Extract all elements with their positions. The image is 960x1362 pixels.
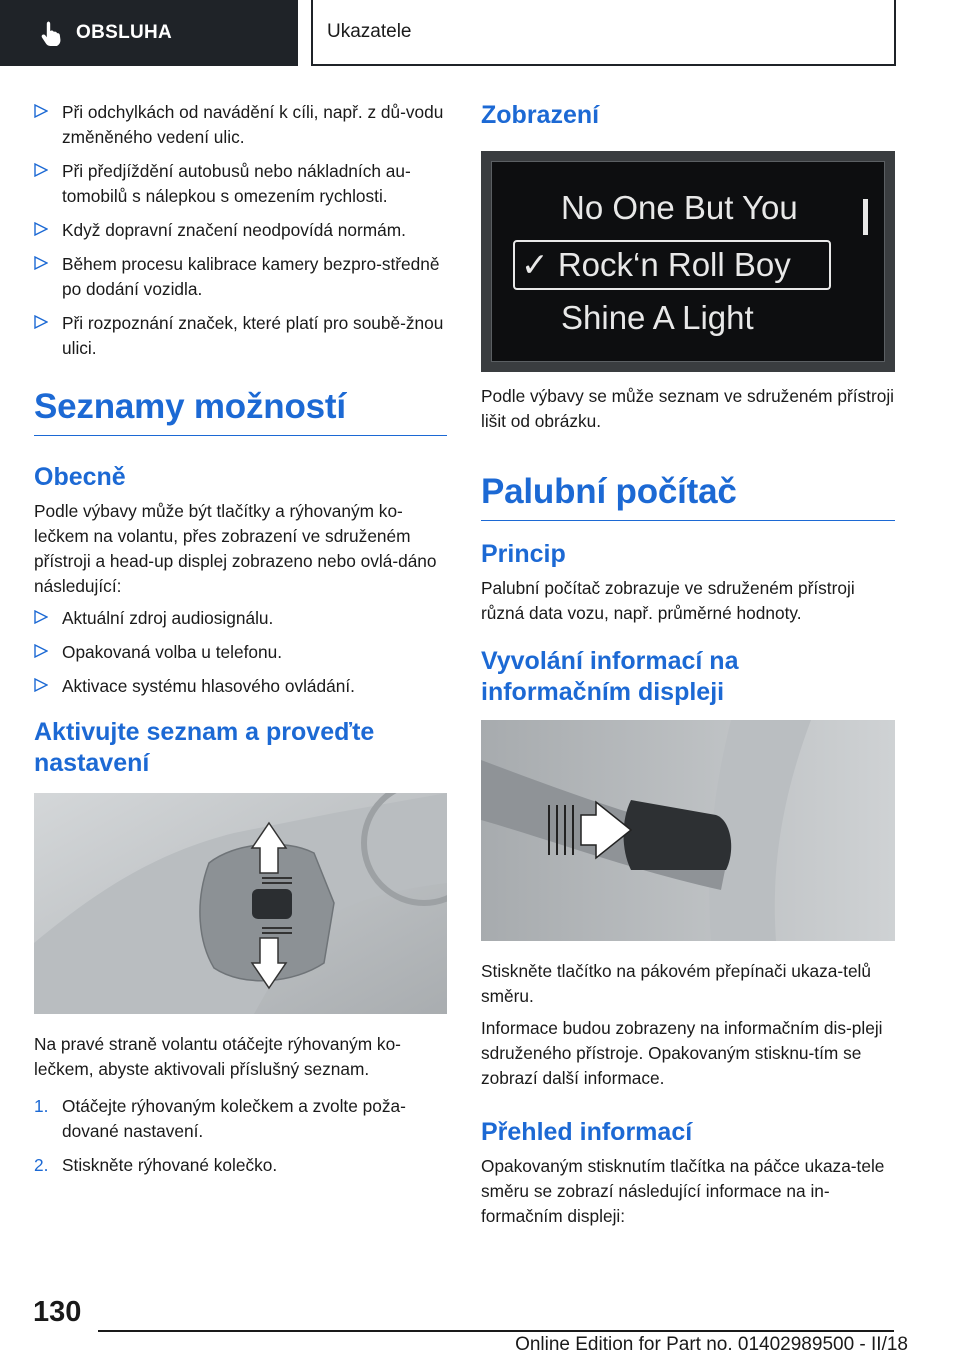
triangle-bullet-icon	[34, 256, 48, 270]
paragraph-prehled: Opakovaným stisknutím tlačítka na páčce ukaza‐tele směru se zobrazí následující informace na in‐formačním displeji:	[481, 1156, 885, 1226]
left-column	[34, 100, 447, 1187]
page-number: 130	[33, 1296, 82, 1328]
paragraph-vyvolani-1: Stiskněte tlačítko na pákovém přepínači ukaza‐telů směru.	[481, 961, 872, 1006]
list-item: Během procesu kalibrace kamery bezpro‐středně po dodání vozidla.	[34, 252, 447, 302]
heading-prehled: Přehled informací	[481, 1118, 693, 1146]
section-label: Ukazatele	[327, 21, 412, 42]
list-item: Opakovaná volba u telefonu.	[34, 640, 447, 665]
hand-pointer-icon	[40, 20, 64, 46]
list-item: Aktivace systému hlasového ovládání.	[34, 674, 447, 699]
triangle-bullet-icon	[34, 315, 48, 329]
chapter-label: OBSLUHA	[76, 22, 173, 43]
scrollbar-icon	[863, 199, 868, 235]
bullet-list-options	[34, 606, 447, 699]
triangle-bullet-icon	[34, 610, 48, 624]
section-title-board-computer: Palubní počítač	[481, 472, 895, 521]
heading-aktivujte: Aktivujte seznam a proveďte nastavení	[34, 718, 375, 777]
step-number: 2.	[34, 1155, 49, 1175]
display-item: ✓ Rock‘n Roll Boy	[521, 246, 791, 283]
heading-princip: Princip	[481, 540, 566, 568]
chapter-tab	[0, 0, 298, 66]
list-item: Při odchylkách od navádění k cíli, např. z dů‐vodu změněného vedení ulic.	[34, 100, 447, 150]
triangle-bullet-icon	[34, 104, 48, 118]
display-item: Shine A Light	[561, 299, 754, 336]
paragraph-vyvolani-2: Informace budou zobrazeny na informačním dis‐pleji sdruženého přístroje. Opakovaným stisknu‐tím se zobrazí další informace.	[481, 1018, 883, 1088]
caption-zobrazeni: Podle výbavy se může seznam ve sdruženém přístroji lišit od obrázku.	[481, 386, 895, 431]
triangle-bullet-icon	[34, 678, 48, 692]
list-item: Když dopravní značení neodpovídá normám.	[34, 218, 447, 243]
heading-obecne: Obecně	[34, 463, 126, 491]
list-item: 2. Stiskněte rýhované kolečko.	[34, 1153, 447, 1178]
caption-aktivujte: Na pravé straně volantu otáčejte rýhovaným ko‐lečkem, abyste aktivovali příslušný seznam.	[34, 1034, 401, 1079]
heading-vyvolani: Vyvolání informací na informačním displeji	[481, 647, 739, 706]
section-header	[311, 0, 896, 66]
steering-wheel-thumbwheel-image	[34, 793, 447, 1014]
triangle-bullet-icon	[34, 222, 48, 236]
paragraph-obecne: Podle výbavy může být tlačítky a rýhovaným ko‐lečkem na volantu, přes zobrazení ve sdruženém přístroji a head-up displej zobrazeno nebo ovlá‐dáno následující:	[34, 501, 437, 596]
triangle-bullet-icon	[34, 644, 48, 658]
step-number: 1.	[34, 1096, 49, 1116]
steps-list	[34, 1094, 447, 1178]
edition-note: Online Edition for Part no. 01402989500 - II/18	[515, 1334, 908, 1355]
footer-divider	[98, 1330, 894, 1332]
heading-zobrazeni: Zobrazení	[481, 101, 600, 129]
display-list-image	[481, 151, 895, 372]
bullet-list-conditions	[34, 100, 447, 361]
list-item: Při předjíždění autobusů nebo nákladních au‐tomobilů s nálepkou s omezením rychlosti.	[34, 159, 447, 209]
turn-signal-lever-image	[481, 720, 895, 941]
display-item: No One But You	[561, 189, 798, 226]
list-item: Aktuální zdroj audiosignálu.	[34, 606, 447, 631]
paragraph-princip: Palubní počítač zobrazuje ve sdruženém přístroji různá data vozu, např. průměrné hodnoty.	[481, 578, 855, 623]
list-item: Při rozpoznání značek, které platí pro soubě‐žnou ulici.	[34, 311, 447, 361]
triangle-bullet-icon	[34, 163, 48, 177]
list-item: 1. Otáčejte rýhovaným kolečkem a zvolte poža‐dované nastavení.	[34, 1096, 406, 1141]
right-column	[481, 100, 895, 1236]
section-title-options: Seznamy možností	[34, 387, 447, 436]
